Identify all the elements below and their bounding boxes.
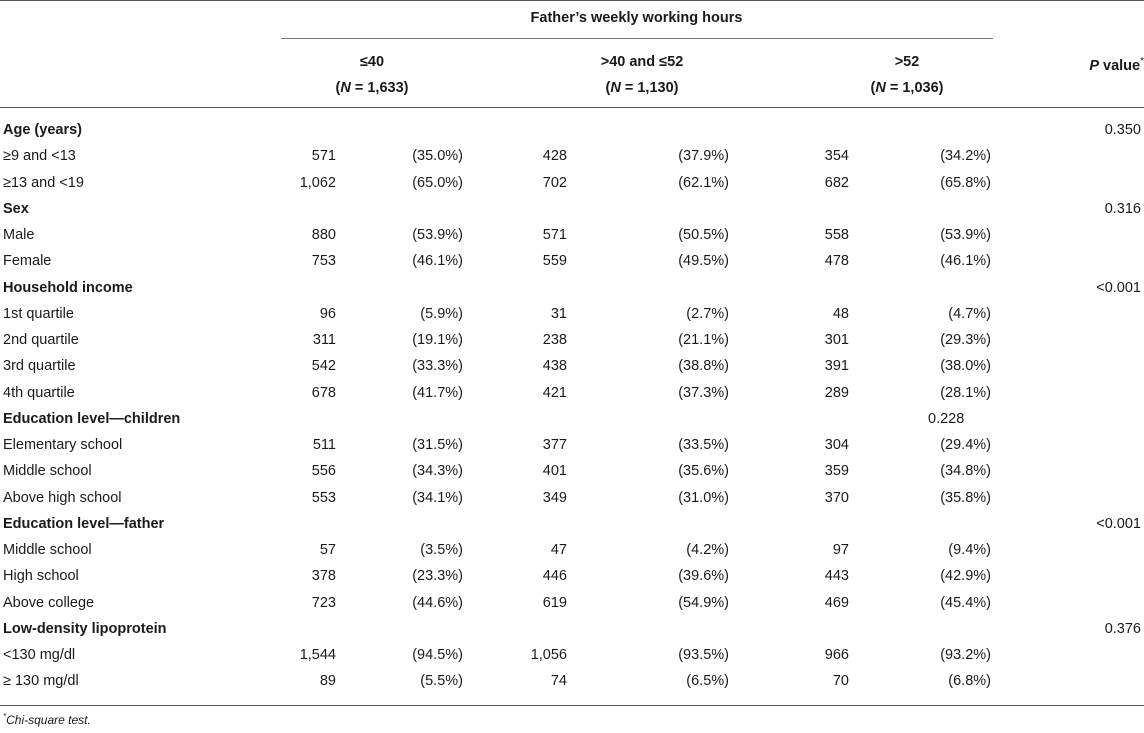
percent-cell: (35.6%) — [678, 463, 729, 480]
percent-cell: (19.1%) — [412, 332, 463, 348]
count-cell: 678 — [311, 384, 336, 401]
count-cell: 378 — [311, 568, 336, 585]
count-cell: 311 — [312, 332, 336, 348]
row-label: ≥ 130 mg/dl — [3, 673, 79, 690]
percent-cell: (21.1%) — [678, 332, 729, 348]
section-row — [0, 117, 1144, 143]
percent-cell: (53.9%) — [412, 227, 463, 243]
percent-cell: (34.8%) — [940, 463, 991, 480]
percent-cell: (34.1%) — [412, 489, 463, 506]
column-header-gt52 — [797, 49, 1017, 101]
row-label: Elementary school — [3, 437, 123, 453]
percent-cell: (65.8%) — [940, 174, 991, 191]
count-cell: 1,062 — [299, 174, 336, 191]
count-cell: 558 — [824, 227, 849, 243]
table-bottom-rule — [0, 705, 1144, 706]
percent-cell: (41.7%) — [412, 384, 463, 401]
percent-cell: (23.3%) — [412, 568, 463, 585]
percent-cell: (37.3%) — [678, 384, 729, 401]
section-label: Household income — [3, 279, 133, 296]
count-cell: 47 — [550, 542, 567, 558]
table-row — [0, 380, 1144, 406]
percent-cell: (29.4%) — [940, 437, 991, 453]
percent-cell: (62.1%) — [678, 174, 729, 191]
percent-cell: (31.0%) — [678, 489, 729, 506]
table-row — [0, 590, 1144, 616]
table-row — [0, 537, 1144, 563]
table-row — [0, 143, 1144, 169]
row-label: Male — [3, 227, 35, 243]
percent-cell: (33.5%) — [678, 437, 729, 453]
column-header-label: ≤40 — [359, 54, 385, 70]
percent-cell: (44.6%) — [412, 594, 463, 611]
percent-cell: (5.5%) — [420, 673, 463, 690]
count-cell: 57 — [319, 542, 336, 558]
percent-cell: (28.1%) — [940, 384, 991, 401]
percent-cell: (45.4%) — [940, 594, 991, 611]
column-header-n: (N = 1,036) — [870, 80, 944, 96]
count-cell: 377 — [542, 437, 567, 453]
count-cell: 1,544 — [299, 647, 336, 663]
percent-cell: (34.3%) — [412, 463, 463, 480]
section-label: Education level—father — [3, 515, 165, 532]
count-cell: 421 — [542, 384, 567, 401]
count-cell: 559 — [542, 253, 567, 270]
section-row — [0, 406, 1144, 432]
count-cell: 74 — [550, 673, 567, 690]
percent-cell: (4.7%) — [948, 305, 991, 322]
row-label: Above high school — [3, 489, 122, 506]
percent-cell: (46.1%) — [412, 253, 463, 270]
count-cell: 619 — [542, 594, 567, 611]
p-value-cell: 0.228 — [928, 410, 965, 427]
row-label: 1st quartile — [3, 305, 74, 322]
table-row — [0, 222, 1144, 248]
row-label: Middle school — [3, 463, 92, 480]
footnote: *Chi-square test. — [3, 712, 91, 727]
percent-cell: (6.8%) — [948, 673, 991, 690]
percent-cell: (3.5%) — [420, 542, 463, 558]
count-cell: 1,056 — [530, 647, 567, 663]
table-row — [0, 563, 1144, 589]
column-header-label: >52 — [894, 54, 920, 70]
count-cell: 89 — [319, 673, 336, 690]
percent-cell: (6.5%) — [686, 673, 729, 690]
percent-cell: (65.0%) — [412, 174, 463, 191]
percent-cell: (33.3%) — [412, 358, 463, 375]
column-group-title: Father’s weekly working hours — [530, 10, 743, 26]
count-cell: 880 — [311, 227, 336, 243]
count-cell: 391 — [824, 358, 849, 375]
row-label: ≥13 and <19 — [3, 174, 84, 191]
section-row — [0, 196, 1144, 222]
percent-cell: (2.7%) — [686, 305, 729, 322]
table-row — [0, 248, 1144, 274]
column-header-n: (N = 1,130) — [605, 80, 679, 96]
section-label: Education level—children — [3, 410, 181, 427]
count-cell: 238 — [542, 332, 567, 348]
percent-cell: (49.5%) — [678, 253, 729, 270]
percent-cell: (39.6%) — [678, 568, 729, 585]
count-cell: 556 — [311, 463, 336, 480]
column-header-le40 — [262, 49, 482, 101]
percent-cell: (93.5%) — [678, 647, 729, 663]
table-top-rule — [0, 0, 1144, 1]
count-cell: 443 — [824, 568, 849, 585]
count-cell: 446 — [542, 568, 567, 585]
row-label: ≥9 and <13 — [3, 148, 76, 165]
percent-cell: (53.9%) — [940, 227, 991, 243]
section-label: Sex — [3, 200, 29, 217]
row-label: 2nd quartile — [3, 332, 79, 348]
count-cell: 289 — [824, 384, 849, 401]
section-label: Low-density lipoprotein — [3, 620, 167, 637]
row-label: 4th quartile — [3, 384, 75, 401]
count-cell: 349 — [542, 489, 567, 506]
percent-cell: (31.5%) — [412, 437, 463, 453]
percent-cell: (38.8%) — [678, 358, 729, 375]
count-cell: 682 — [824, 174, 849, 191]
percent-cell: (34.2%) — [940, 148, 991, 165]
p-value-cell: 0.376 — [1104, 620, 1141, 637]
percent-cell: (29.3%) — [940, 332, 991, 348]
column-header-n: (N = 1,633) — [335, 80, 409, 96]
percent-cell: (5.9%) — [420, 305, 463, 322]
count-cell: 70 — [832, 673, 849, 690]
row-label: 3rd quartile — [3, 358, 76, 375]
p-value-cell: 0.350 — [1104, 122, 1141, 138]
p-value-cell: <0.001 — [1096, 515, 1141, 532]
percent-cell: (42.9%) — [940, 568, 991, 585]
section-row — [0, 275, 1144, 301]
count-cell: 96 — [319, 305, 336, 322]
percent-cell: (46.1%) — [940, 253, 991, 270]
count-cell: 359 — [824, 463, 849, 480]
count-cell: 304 — [824, 437, 849, 453]
row-label: Above college — [3, 594, 95, 611]
count-cell: 753 — [311, 253, 336, 270]
percent-cell: (93.2%) — [940, 647, 991, 663]
section-row — [0, 616, 1144, 642]
table-row — [0, 327, 1144, 353]
row-label: Female — [3, 253, 52, 270]
count-cell: 48 — [832, 305, 849, 322]
count-cell: 553 — [311, 489, 336, 506]
count-cell: 478 — [824, 253, 849, 270]
percent-cell: (35.8%) — [940, 489, 991, 506]
row-label: <130 mg/dl — [3, 647, 76, 663]
count-cell: 370 — [824, 489, 849, 506]
count-cell: 469 — [824, 594, 849, 611]
count-cell: 511 — [312, 437, 336, 453]
percent-cell: (54.9%) — [678, 594, 729, 611]
column-header-label: >40 and ≤52 — [600, 54, 684, 70]
count-cell: 31 — [550, 305, 567, 322]
count-cell: 401 — [542, 463, 567, 480]
count-cell: 354 — [824, 148, 849, 165]
count-cell: 301 — [824, 332, 849, 348]
table-row — [0, 170, 1144, 196]
table-row — [0, 485, 1144, 511]
count-cell: 723 — [311, 594, 336, 611]
table-row — [0, 301, 1144, 327]
percent-cell: (38.0%) — [940, 358, 991, 375]
column-header-p-value: P value* — [1089, 56, 1144, 74]
count-cell: 966 — [824, 647, 849, 663]
percent-cell: (4.2%) — [686, 542, 729, 558]
count-cell: 438 — [542, 358, 567, 375]
table-row — [0, 668, 1144, 694]
header-bottom-rule — [0, 107, 1144, 108]
p-value-cell: <0.001 — [1096, 279, 1141, 296]
count-cell: 542 — [311, 358, 336, 375]
table-row — [0, 458, 1144, 484]
column-header-40-52 — [532, 49, 752, 101]
percent-cell: (9.4%) — [948, 542, 991, 558]
percent-cell: (37.9%) — [678, 148, 729, 165]
count-cell: 428 — [542, 148, 567, 165]
percent-cell: (35.0%) — [412, 148, 463, 165]
count-cell: 571 — [311, 148, 336, 165]
column-group-rule — [281, 38, 993, 39]
p-value-cell: 0.316 — [1104, 200, 1141, 217]
table-row — [0, 432, 1144, 458]
percent-cell: (94.5%) — [412, 647, 463, 663]
section-row — [0, 511, 1144, 537]
table-row — [0, 353, 1144, 379]
count-cell: 571 — [542, 227, 567, 243]
row-label: Middle school — [3, 542, 92, 558]
table-row — [0, 642, 1144, 668]
percent-cell: (50.5%) — [678, 227, 729, 243]
count-cell: 97 — [832, 542, 849, 558]
section-label: Age (years) — [3, 122, 82, 138]
row-label: High school — [3, 568, 79, 585]
count-cell: 702 — [542, 174, 567, 191]
